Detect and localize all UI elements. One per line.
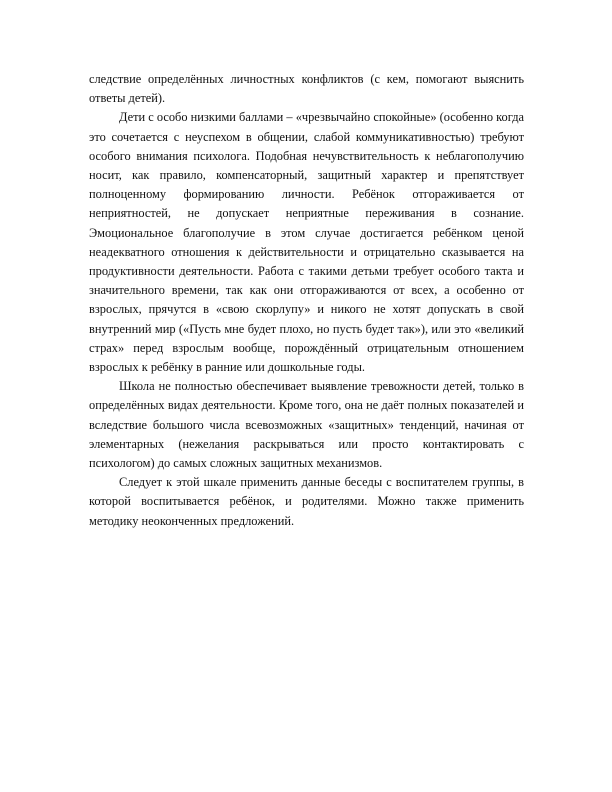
paragraph-school-scale: Школа не полностью обеспечивает выявление тревожности детей, только в определённых видах деятельности. Кроме того, она не даёт полных показателей и вследствие большого числа всевозможных «защитных» тенденций, начиная от элементарных (нежелания раскрываться или просто контактировать с психологом) до самых сложных защитных механизмов. <box>89 379 524 471</box>
body-text <box>89 70 524 531</box>
paragraph-recommendation: Следует к этой шкале применить данные беседы с воспитателем группы, в которой воспитывается ребёнок, и родителями. Можно также применить методику неоконченных предложений. <box>89 475 524 528</box>
paragraph-low-scores: Дети с особо низкими баллами – «чрезвычайно спокойные» (особенно когда это сочетается с неуспехом в общении, слабой коммуникативностью) требуют особого внимания психолога. Подобная нечувствительность к неблагополучию носит, как правило, компенсаторный, защитный характер и препятствует полноценному формированию личности. Ребёнок отгораживается от неприятностей, не допускает неприятные переживания в сознание. Эмоциональное благополучие в этом случае достигается ребёнком ценой неадекватного отношения к действительности и отрицательно сказывается на продуктивности деятельности. Работа с такими детьми требует особого такта и значительного времени, так как они отгораживаются от всех, а особенно от взрослых, прячутся в «свою скорлупу» и никого не хотят допускать в свой внутренний мир («Пусть мне будет плохо, но пусть будет так»), или это «великий страх» перед взрослым вообще, порождённый отрицательным отношением взрослых к ребёнку в ранние или дошкольные годы. <box>89 110 524 375</box>
paragraph-continuation: следствие определённых личностных конфликтов (с кем, помогают выяснить ответы детей). <box>89 72 524 106</box>
